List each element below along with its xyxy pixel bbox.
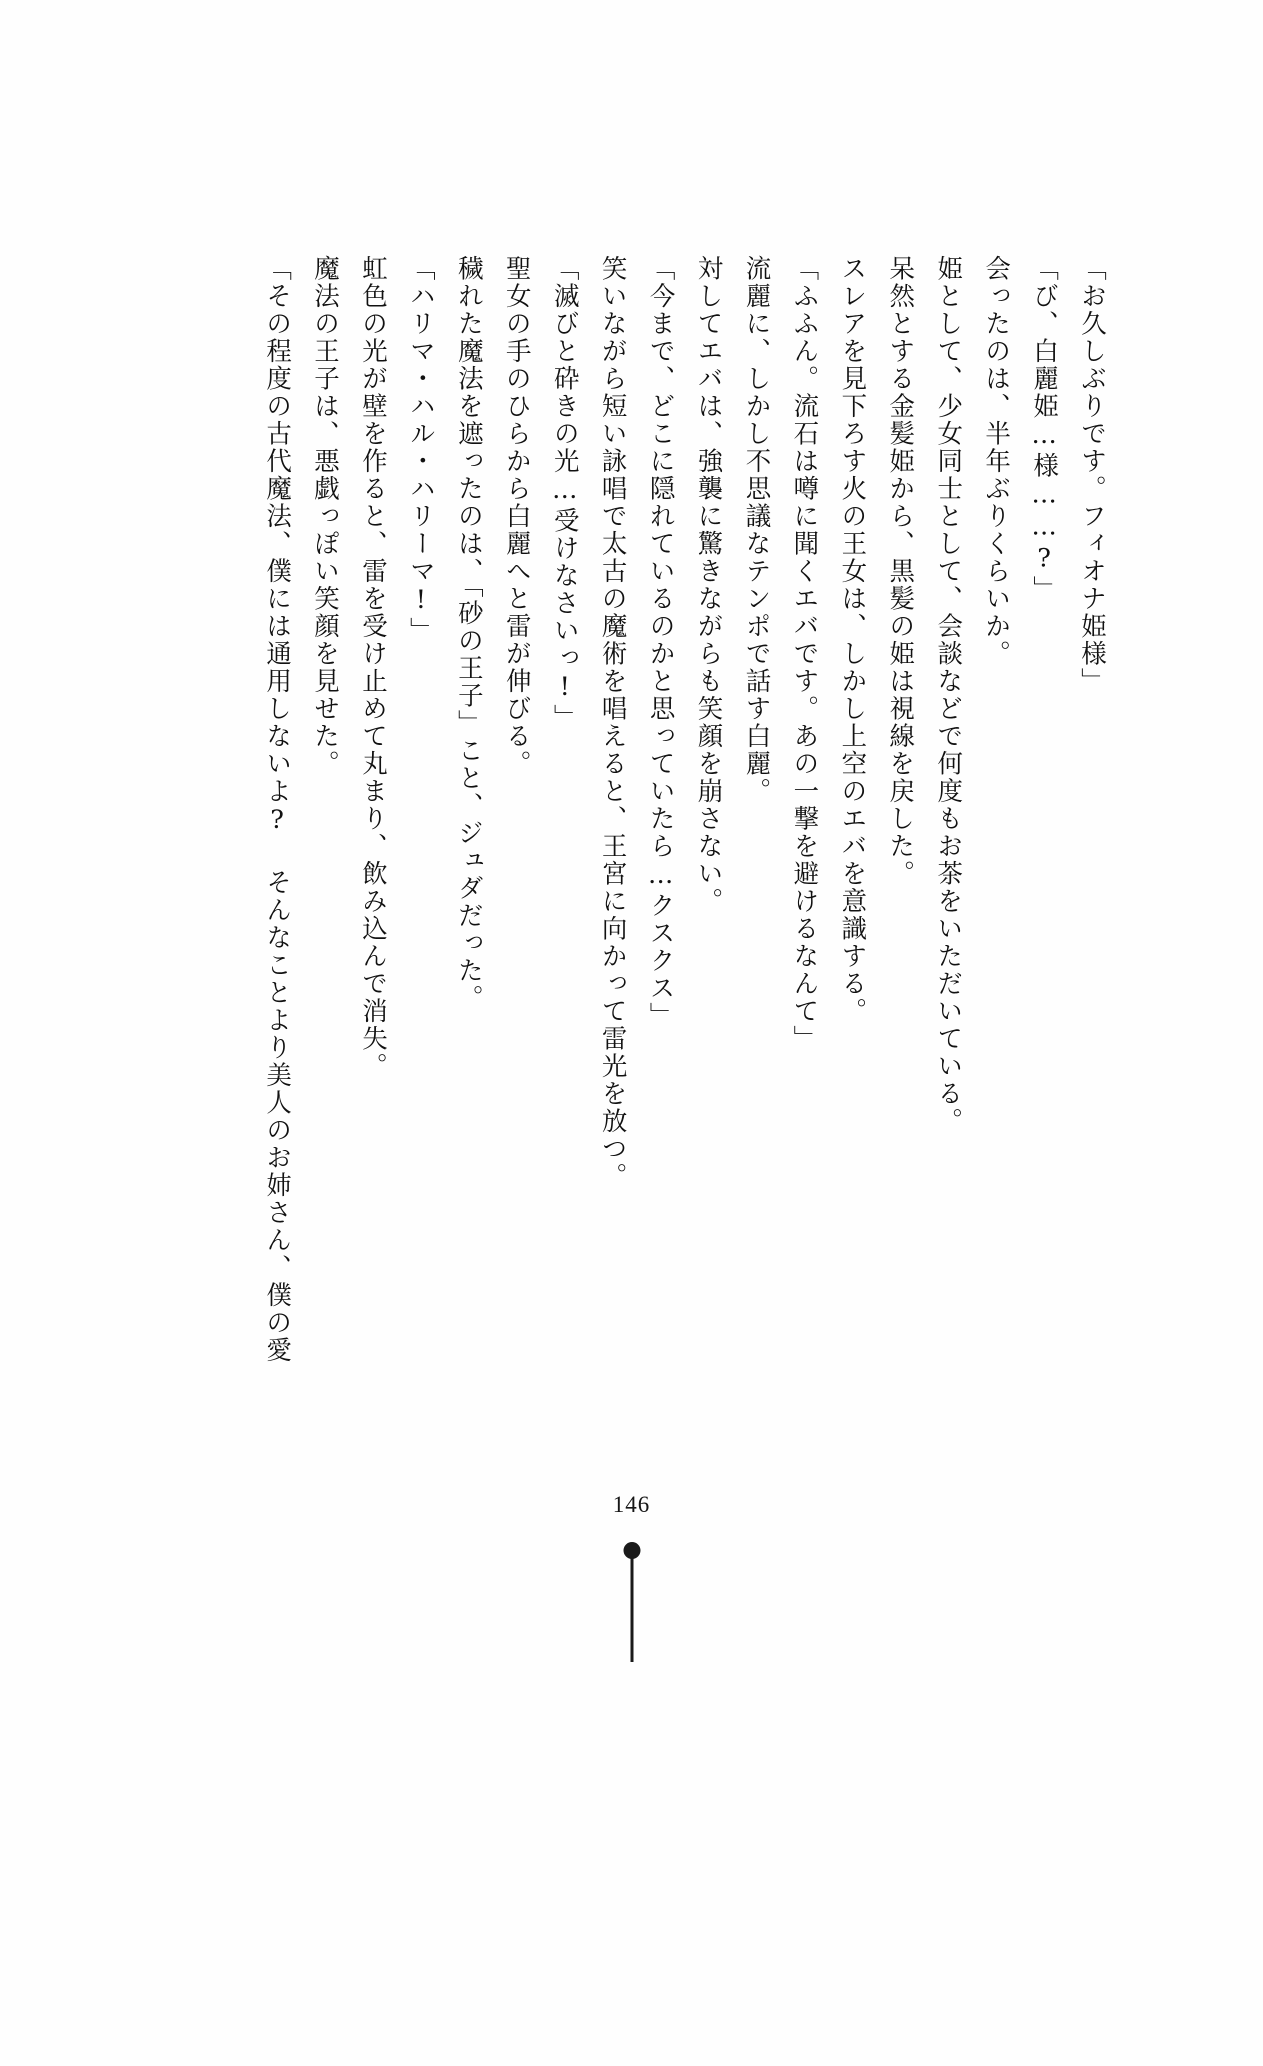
body-line: 笑いながら短い詠唱で太古の魔術を唱えると、王宮に向かって雷光を放つ。	[597, 255, 628, 1190]
vertical-text-body	[148, 255, 1115, 1645]
body-line: 呆然とする金髪姫から、黒髪の姫は視線を戻した。	[885, 255, 916, 888]
body-line: 対してエバは、強襲に驚きながらも笑顔を崩さない。	[693, 255, 724, 915]
vertical-rule-icon	[630, 1557, 633, 1662]
body-line: 会ったのは、半年ぶりくらいか。	[981, 255, 1012, 668]
page-number: 146	[612, 1492, 651, 1517]
body-line: 流麗に、しかし不思議なテンポで話す白麗。	[741, 255, 772, 805]
body-line: 「今まで、どこに隠れているのかと思っていたら…クスクス」	[645, 255, 676, 1030]
body-line: 姫として、少女同士として、会談などで何度もお茶をいただいている。	[933, 255, 964, 1135]
body-line: 穢れた魔法を遮ったのは、「砂の王子」こと、ジュダだった。	[453, 255, 484, 1013]
body-line: 魔法の王子は、悪戯っぽい笑顔を見せた。	[310, 255, 340, 778]
body-line: 「滅びと砕きの光…受けなさいっ!」	[549, 255, 580, 732]
body-line: 「ハリマ・ハル・ハリーマ!」	[405, 255, 436, 645]
body-line: スレアを見下ろす火の王女は、しかし上空のエバを意識する。	[837, 255, 868, 1025]
body-line: 「その程度の古代魔法、僕には通用しないよ? そんなことより美人のお姉さん、僕の愛	[262, 255, 293, 1364]
body-line: 「お久しぶりです。フィオナ姫様」	[1077, 255, 1107, 695]
body-line: 虹色の光が壁を作ると、雷を受け止めて丸まり、飲み込んで消失。	[357, 255, 388, 1080]
body-line: 「ふふん。流石は噂に聞くエバです。あの一撃を避けるなんて」	[789, 255, 820, 1053]
body-line: 聖女の手のひらから白麗へと雷が伸びる。	[501, 255, 532, 778]
page-bottom-mark	[619, 1542, 645, 1662]
body-line: 「び、白麗姫…様……?」	[1029, 255, 1060, 603]
